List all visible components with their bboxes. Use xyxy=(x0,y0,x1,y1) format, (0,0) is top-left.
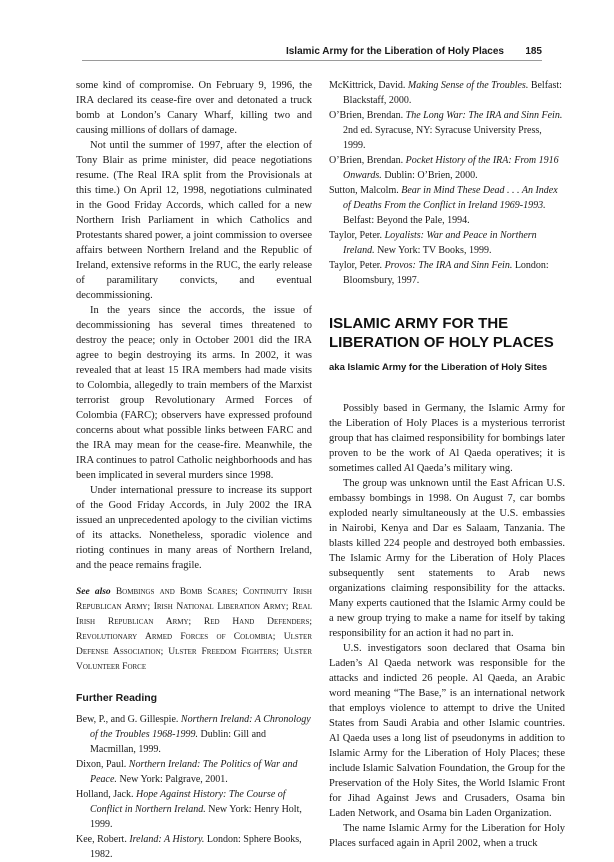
see-also-label: See also xyxy=(76,587,111,597)
see-also-block xyxy=(76,585,312,675)
body-paragraph: The name Islamic Army for the Liberation for Holy Places surfaced again in April 2002, when a truck xyxy=(329,823,565,849)
page-number: 185 xyxy=(525,46,542,57)
further-reading-heading: Further Reading xyxy=(76,692,158,704)
body-paragraph: Under international pressure to increase its support of the Good Friday Accords, in July 2002 the IRA issued an unprecedented apology to the civilian victims of its attacks. Nonetheless, sporadic violence and rioting continues in many areas of Northern Ireland, and the peace remains fragile. xyxy=(76,485,312,571)
body-paragraph: In the years since the accords, the issue of decommissioning has several times threatened to destroy the peace; only in October 2001 did the IRA agree to begin destroying its arms. In 2002, it was revealed that at least 15 IRA members had made visits to Colombia, allegedly to train members of the Marxist terrorist group Revolutionary Armed Forces of Colombia (FARC); observers have expressed profound concerns about what possible links between FARC and the IRA may mean for the cease-fire. Meanwhile, the IRA continues to patrol Catholic neighborhoods and has been implicated in several murders since 1998. xyxy=(76,305,312,481)
left-column xyxy=(76,78,312,862)
reference-entry: O’Brien, Brendan. The Long War: The IRA and Sinn Fein. 2nd ed. Syracuse, NY: Syracuse University Press, 1999. xyxy=(329,110,563,151)
body-paragraph: Possibly based in Germany, the Islamic Army for the Liberation of Holy Places is a mysterious terrorist group that has claimed responsibility for bombings later proven to be the work of Al Qaeda operatives; it is sometimes called Al Qaeda’s military wing. xyxy=(329,403,565,474)
reference-entry: Holland, Jack. Hope Against History: The Course of Conflict in Northern Ireland. New York: Henry Holt, 1999. xyxy=(76,789,302,830)
entry-title-line: ISLAMIC ARMY FOR THE xyxy=(329,315,509,332)
reference-entry: Sutton, Malcolm. Bear in Mind These Dead . . . An Index of Deaths From the Conflict in Ireland 1969-1993. Belfast: Beyond the Pale, 1994. xyxy=(329,185,558,226)
entry-aka: aka Islamic Army for the Liberation of Holy Sites xyxy=(329,362,548,373)
see-also-links[interactable]: Bombings and Bomb Scares; Continuity Irish Republican Army; Irish National Liberation Army; Real Irish Republican Army; Red Hand Defenders; Revolutionary Armed Forces of Colombia; Ulster Defense Association; Ulster Freedom Fighters; Ulster Volunteer Force xyxy=(76,587,312,672)
reference-entry: Taylor, Peter. Provos: The IRA and Sinn Fein. London: Bloomsbury, 1997. xyxy=(329,260,549,286)
entry-title xyxy=(329,314,565,352)
running-header-title: Islamic Army for the Liberation of Holy Places xyxy=(285,46,504,57)
right-column xyxy=(329,78,565,851)
running-header xyxy=(82,44,542,61)
reference-entry: O’Brien, Brendan. Pocket History of the IRA: From 1916 Onwards. Dublin: O’Brien, 2000. xyxy=(329,155,559,181)
reference-entry: Dixon, Paul. Northern Ireland: The Politics of War and Peace. New York: Palgrave, 2001. xyxy=(76,759,298,785)
entry-title-line: LIBERATION OF HOLY PLACES xyxy=(329,334,554,351)
reference-entry: Taylor, Peter. Loyalists: War and Peace in Northern Ireland. New York: TV Books, 1999. xyxy=(329,230,537,256)
body-paragraph: Not until the summer of 1997, after the election of Tony Blair as prime minister, did peace negotiations resume. (The Real IRA split from the Provisionals at this time.) On April 12, 1998, negotiations culminated in the Good Friday Accords, which called for a new Northern Irish Parliament in which Catholics and Protestants shared power, a joint commission to oversee affairs between Northern Ireland and the Republic of Ireland, extensive reforms in the RUC, the early release of paramilitary convicts, and eventual decommissioning. xyxy=(76,140,312,301)
reference-entry: Kee, Robert. Ireland: A History. London: Sphere Books, 1982. xyxy=(76,834,302,860)
body-paragraph: some kind of compromise. On February 9, 1996, the IRA declared its cease-fire over and detonated a truck bomb at London’s Canary Wharf, killing two and causing millions of dollars of damage. xyxy=(76,80,312,136)
body-paragraph: The group was unknown until the East African U.S. embassy bombings in 1998. On August 7, car bombs exploded nearly simultaneously at the U.S. embassies in Nairobi, Kenya and Dar es Salaam, Tanzania. The blasts killed 224 people and destroyed both embassies. The Islamic Army for the Liberation of Holy Places subsequently sent statements to Arab news organizations claiming responsibility for the attacks. Many experts cautioned that the Islamic Army could be a new group trying to make a name for itself by taking responsibility for an action it had no part in. xyxy=(329,478,565,639)
reference-entry: McKittrick, David. Making Sense of the Troubles. Belfast: Blackstaff, 2000. xyxy=(329,80,562,106)
reference-entry: Bew, P., and G. Gillespie. Northern Ireland: A Chronology of the Troubles 1968-1999. Dublin: Gill and Macmillan, 1999. xyxy=(76,714,311,755)
body-paragraph: U.S. investigators soon declared that Osama bin Laden’s Al Qaeda network was responsible for the attacks and indicted 26 people. Al Qaeda, an Arabic word meaning “The Base,” is an international network that employs violence to attempt to drive the United States from Saudi Arabia and other Islamic countries. Al Qaeda uses a long list of pseudonyms in addition to Islamic Army for the Liberation of Holy Places; these include Islamic Salvation Foundation, the Group for the Preservation of the Holy Sites, the World Islamic Front for Jihad Against Jews and Crusaders, Osama bin Laden Network, and Osama bin Laden Organization. xyxy=(329,643,565,819)
